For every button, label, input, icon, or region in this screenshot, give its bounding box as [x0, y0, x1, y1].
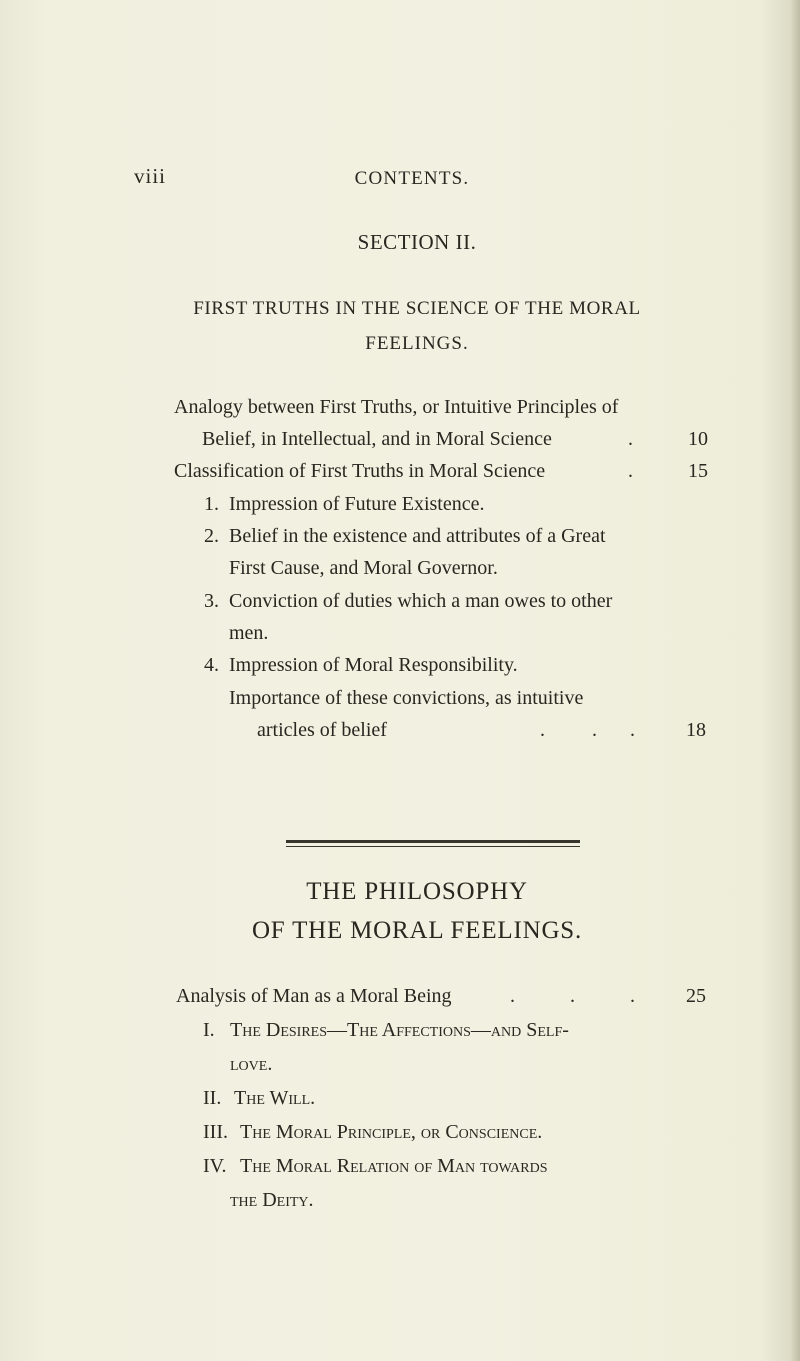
toc-part-number: II.: [203, 1087, 222, 1109]
philosophy-title-line2: OF THE MORAL FEELINGS.: [251, 917, 583, 944]
toc-part-number: III.: [203, 1121, 228, 1143]
toc-page-number: 18: [686, 719, 706, 741]
toc-leader: .: [540, 719, 545, 741]
toc-leader: .: [510, 985, 515, 1007]
toc-item-text: Conviction of duties which a man owes to other: [229, 590, 613, 612]
section-title-line2: FEELINGS.: [365, 333, 469, 354]
toc-item-number: 3.: [204, 590, 219, 612]
page-edge-shadow: [790, 0, 800, 1361]
toc-page-number: 25: [686, 985, 706, 1007]
toc-item-continuation: men.: [229, 622, 269, 644]
toc-entry-analogy-line1: Analogy between First Truths, or Intuitive Principles of: [174, 396, 619, 418]
section-heading: SECTION II.: [357, 230, 477, 254]
toc-entry-classification: Classification of First Truths in Moral Science: [174, 460, 546, 482]
toc-entry-analogy-line2: Belief, in Intellectual, and in Moral Science: [202, 428, 552, 450]
toc-leader: .: [628, 428, 633, 450]
toc-page-number: 10: [688, 428, 708, 450]
toc-part-number: IV.: [203, 1155, 227, 1177]
toc-part-number: I.: [203, 1019, 215, 1041]
toc-item-number: 4.: [204, 654, 219, 676]
toc-part-text: The Will.: [234, 1087, 316, 1109]
toc-part-continuation: love.: [230, 1053, 273, 1075]
toc-part-text: The Moral Principle, or Conscience.: [240, 1121, 543, 1143]
toc-part-continuation: the Deity.: [230, 1189, 314, 1211]
toc-leader: .: [570, 985, 575, 1007]
divider-rule-thick: [286, 840, 580, 843]
page-numeral: viii: [134, 164, 167, 188]
toc-item-text: Impression of Future Existence.: [229, 493, 485, 515]
toc-part-text: The Desires—The Affections—and Self-: [230, 1019, 569, 1041]
toc-entry-analysis: Analysis of Man as a Moral Being: [176, 985, 452, 1007]
running-title: CONTENTS.: [354, 168, 470, 189]
divider-rule-thin: [286, 846, 580, 847]
toc-item-text: Belief in the existence and attributes of a Great: [229, 525, 606, 547]
toc-leader: .: [630, 719, 635, 741]
toc-leader: .: [592, 719, 597, 741]
philosophy-title-line1: THE PHILOSOPHY: [306, 878, 528, 905]
section-title-line1: FIRST TRUTHS IN THE SCIENCE OF THE MORAL: [193, 298, 641, 319]
toc-leader: .: [630, 985, 635, 1007]
toc-page-number: 15: [688, 460, 708, 482]
toc-entry-importance-line1: Importance of these convictions, as intuitive: [229, 687, 584, 709]
toc-item-continuation: First Cause, and Moral Governor.: [229, 557, 498, 579]
toc-item-text: Impression of Moral Responsibility.: [229, 654, 518, 676]
toc-part-text: The Moral Relation of Man towards: [240, 1155, 548, 1177]
toc-leader: .: [628, 460, 633, 482]
toc-item-number: 1.: [204, 493, 219, 515]
toc-item-number: 2.: [204, 525, 219, 547]
toc-entry-importance-line2: articles of belief: [257, 719, 387, 741]
